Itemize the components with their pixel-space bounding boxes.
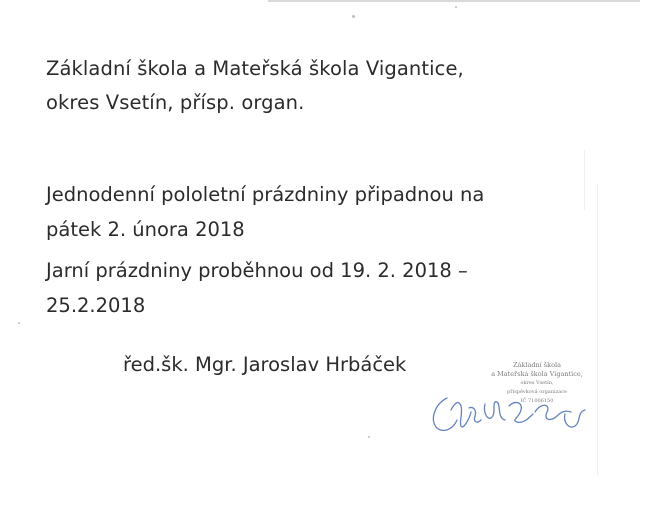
school-header: [46, 52, 464, 120]
stamp-line: IČ 71006150: [520, 398, 554, 404]
scan-edge-line: [268, 0, 640, 2]
notice-body: [46, 177, 484, 323]
scan-shadow-line: [597, 185, 598, 475]
stamp-line: Základní škola: [513, 361, 561, 369]
holiday-paragraph-1: [46, 177, 484, 247]
scan-speck: [368, 436, 370, 438]
paragraph-line: pátek 2. února 2018: [46, 218, 245, 241]
paragraph-line: Jarní prázdniny proběhnou od 19. 2. 2018 –: [46, 259, 468, 282]
paragraph-line: 25.2.2018: [46, 294, 146, 317]
school-name-line: Základní škola a Mateřská škola Vigantice,: [46, 57, 464, 80]
paragraph-line: Jednodenní pololetní prázdniny připadnou na: [46, 183, 485, 206]
school-district-line: okres Vsetín, přísp. organ.: [46, 91, 305, 114]
scan-speck: [352, 15, 355, 18]
stamp-line: a Mateřská škola Vigantice,: [491, 370, 583, 378]
stamp-line: příspěvková organizace: [507, 389, 567, 395]
scan-speck: [455, 6, 457, 8]
holiday-paragraph-2: [46, 253, 484, 323]
handwritten-signature: [425, 390, 595, 440]
scan-speck: [18, 322, 20, 324]
stamp-line: okres Vsetín,: [520, 380, 554, 386]
director-name: řed.šk. Mgr. Jaroslav Hrbáček: [123, 353, 407, 376]
scan-shadow-line: [584, 150, 585, 210]
